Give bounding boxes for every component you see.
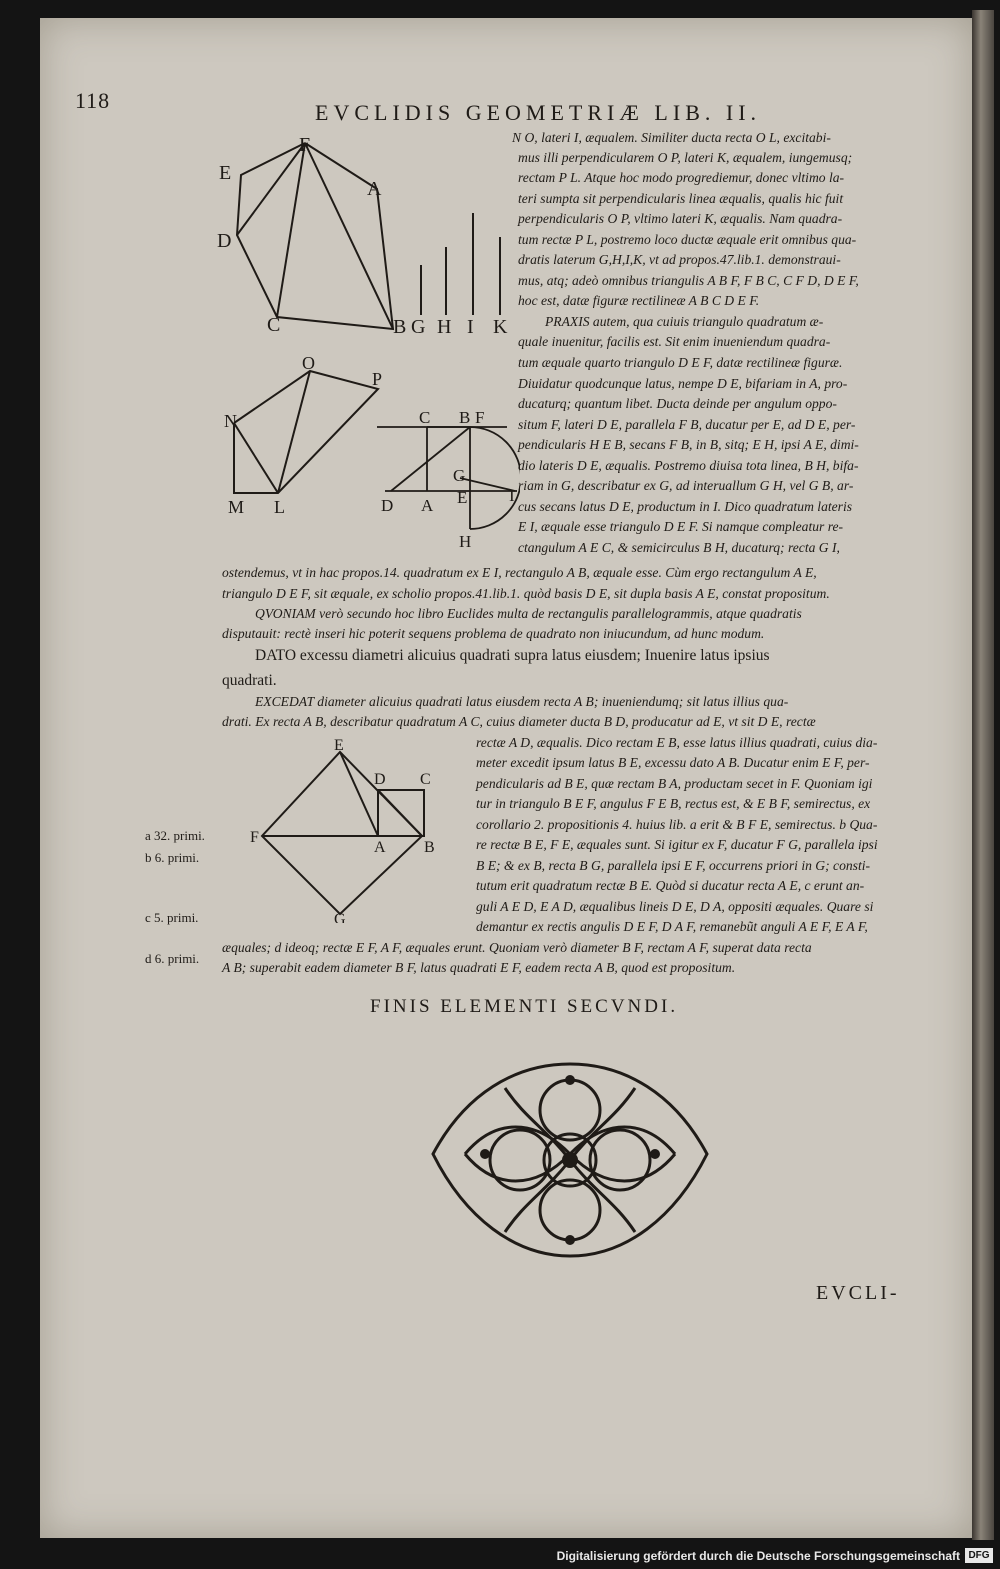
proof-line: meter excedit ipsum latus B E, excessu dato A B. Ducatur enim E F, per- (476, 755, 870, 770)
margin-note: c 5. primi. (145, 910, 199, 925)
paragraph-1-line: tum rectæ P L, postremo loco ductæ æquale erit omnibus qua- (518, 232, 857, 247)
proof-line: corollario 2. propositionis 4. huius lib. a erit & B F E, semirectus. b Qua- (476, 817, 878, 832)
label-a: A (421, 496, 434, 515)
label-b: B (424, 839, 435, 856)
proof-line: drati. Ex recta A B, describatur quadratum A C, cuius diameter ducta B D, producatur ad E, vt sit D E, rectæ (222, 714, 816, 729)
praxis-line: cus secans latus D E, productum in I. Dico quadratum lateris (518, 499, 853, 514)
full-width-line: QVONIAM verò secundo hoc libro Euclides multa de rectangulis parallelogrammis, atque quadratis (255, 606, 802, 621)
proof-line: re rectæ B E, F E, æquales sunt. Si igitur ex F, ducatur F G, parallela ipsi (476, 837, 878, 852)
problem-statement: quadrati. (222, 672, 277, 689)
label-a: A (374, 839, 386, 856)
page-number: 118 (75, 88, 111, 113)
label-e: E (219, 162, 232, 184)
label-b: B (459, 408, 471, 427)
proof-line: tutum erit quadratum rectæ B E. Quòd si ducatur recta A E, c erunt an- (476, 878, 865, 893)
praxis-line: tum æquale quarto triangulo D E F, datæ rectilineæ figuræ. (518, 355, 843, 370)
praxis-line: riam in G, describatur ex G, ad interuallum G H, vel G B, ar- (518, 478, 854, 493)
paragraph-1-line: rectam P L. Atque hoc modo progrediemur, donec vltimo la- (518, 170, 845, 185)
praxis-line: Diuidatur quodcunque latus, nempe D E, bifariam in A, pro- (518, 376, 848, 391)
praxis-line: quale inuenitur, facilis est. Sit enim inueniendum quadra- (518, 334, 831, 349)
proof-line: EXCEDAT diameter alicuius quadrati latus eiusdem recta A B; inueniendumq; sit latus illius qua- (255, 694, 789, 709)
label-c: C (420, 771, 431, 788)
decorative-ornament (425, 1058, 715, 1263)
label-o: O (302, 355, 315, 373)
praxis-line: situm F, lateri D E, parallela F B, ducatur per E, ad D E, per- (518, 417, 856, 432)
label-d: D (381, 496, 394, 515)
running-title: EVCLIDIS GEOMETRIÆ LIB. II. (315, 100, 762, 125)
label-a: A (367, 178, 382, 200)
paragraph-1-line: teri sumpta sit perpendicularis linea æqualis, qualis hic fuit (518, 191, 844, 206)
digitization-credit: Digitalisierung gefördert durch die Deutsche Forschungsgemeinschaft (556, 1549, 960, 1563)
paragraph-1-line: N O, lateri I, æqualem. Similiter ducta recta O L, excitabi- (512, 130, 831, 145)
dfg-logo: DFG (965, 1548, 993, 1563)
finis-heading: FINIS ELEMENTI SECVNDI. (370, 996, 679, 1017)
proof-line: æquales; d ideoq; rectæ E F, A F, æquales erunt. Quoniam verò diameter B F, rectam A F, superat data recta (222, 940, 812, 955)
label-f: F (475, 408, 485, 427)
margin-note: b 6. primi. (145, 850, 200, 865)
label-h: H (459, 532, 472, 550)
label-m: M (228, 497, 245, 517)
figure-polygon-abcdef (215, 135, 525, 335)
paragraph-1-line: mus illi perpendicularem O P, lateri K, æqualem, iungemusq; (518, 150, 853, 165)
label-n: N (224, 411, 237, 431)
label-i: I (509, 486, 515, 505)
label-d: D (217, 230, 232, 252)
full-width-line: disputauit: rectè inseri hic poterit sequens problema de quadrato non iniucundum, ad hunc modum. (222, 626, 765, 641)
label-d: D (374, 771, 386, 788)
paragraph-1-line: perpendicularis O P, vltimo lateri K, æqualis. Nam quadra- (518, 211, 843, 226)
label-g: G (453, 466, 466, 485)
label-c: C (419, 408, 431, 427)
full-width-line: triangulo D E F, sit æquale, ex scholio propos.41.lib.1. quòd basis D E, sit dupla basis A E, constat propositum. (222, 586, 830, 601)
figure-square-diagonal (250, 738, 440, 923)
label-f: F (299, 135, 311, 156)
proof-line: guli A E D, E A D, æqualibus lineis D E, D A, oppositi æquales. Quare si (476, 899, 874, 914)
proof-line: tur in triangulo B E F, angulus F E B, rectus est, & E B F, semirectus, ex (476, 796, 871, 811)
label-p: P (372, 369, 383, 389)
proof-line: B E; & ex B, recta B G, parallela ipsi E F, occurrens priori in G; consti- (476, 858, 871, 873)
praxis-line: dio lateris D E, æqualis. Postremo diuisa tota linea, B H, bifa- (518, 458, 859, 473)
proof-line: demantur ex rectis angulis D E F, D A F, remanebũt anguli A E F, E A F, (476, 919, 868, 934)
book-spine-edge (972, 10, 994, 1540)
catchword: EVCLI- (816, 1282, 900, 1304)
full-width-line: ostendemus, vt in hac propos.14. quadratum ex E I, rectangulo A B, æquale esse. Cùm ergo rectangulum A E, (222, 565, 817, 580)
praxis-line: E I, æquale esse triangulo D E F. Si namque compleatur re- (518, 519, 844, 534)
label-h: H (437, 316, 452, 335)
proof-line: A B; superabit eadem diameter B F, latus quadrati E F, eadem recta A B, quod est propositum. (222, 960, 736, 975)
margin-note: d 6. primi. (145, 951, 200, 966)
praxis-line: pendicularis H E B, secans F B, in B, sitq; E H, ipsi A E, dimi- (518, 437, 859, 452)
label-k: K (493, 316, 508, 335)
label-b: B (393, 316, 407, 335)
paragraph-1-line: hoc est, datæ figuræ rectilineæ A B C D E F. (518, 293, 760, 308)
praxis-line: PRAXIS autem, qua cuiuis triangulo quadratum æ- (545, 314, 824, 329)
figure-semicircle-construction (375, 405, 520, 550)
label-e: E (457, 488, 468, 507)
problem-statement: DATO excessu diametri alicuius quadrati supra latus eiusdem; Inuenire latus ipsius (255, 647, 770, 664)
proof-line: pendicularis ad B E, quæ rectam B A, productam secet in F. Quoniam igi (476, 776, 873, 791)
label-c: C (267, 314, 281, 335)
paragraph-1-line: mus, atq; adeò omnibus triangulis A B F, F B C, C F D, D E F, (518, 273, 859, 288)
label-e: E (334, 738, 344, 754)
label-g: G (411, 316, 426, 335)
margin-note: a 32. primi. (145, 828, 205, 843)
label-f: F (250, 829, 259, 846)
label-g: G (334, 911, 346, 923)
praxis-line: ctangulum A E C, & semicirculus B H, ducaturq; recta G I, (518, 540, 840, 555)
proof-line: rectæ A D, æqualis. Dico rectam E B, esse latus illius quadrati, cuius dia- (476, 735, 878, 750)
label-l: L (274, 497, 285, 517)
paragraph-1-line: dratis laterum G,H,I,K, vt ad propos.47.lib.1. demonstraui- (518, 252, 841, 267)
praxis-line: ducaturq; quantum libet. Ducta deinde per angulum oppo- (518, 396, 837, 411)
label-i: I (467, 316, 474, 335)
figure-nopml (222, 355, 392, 520)
